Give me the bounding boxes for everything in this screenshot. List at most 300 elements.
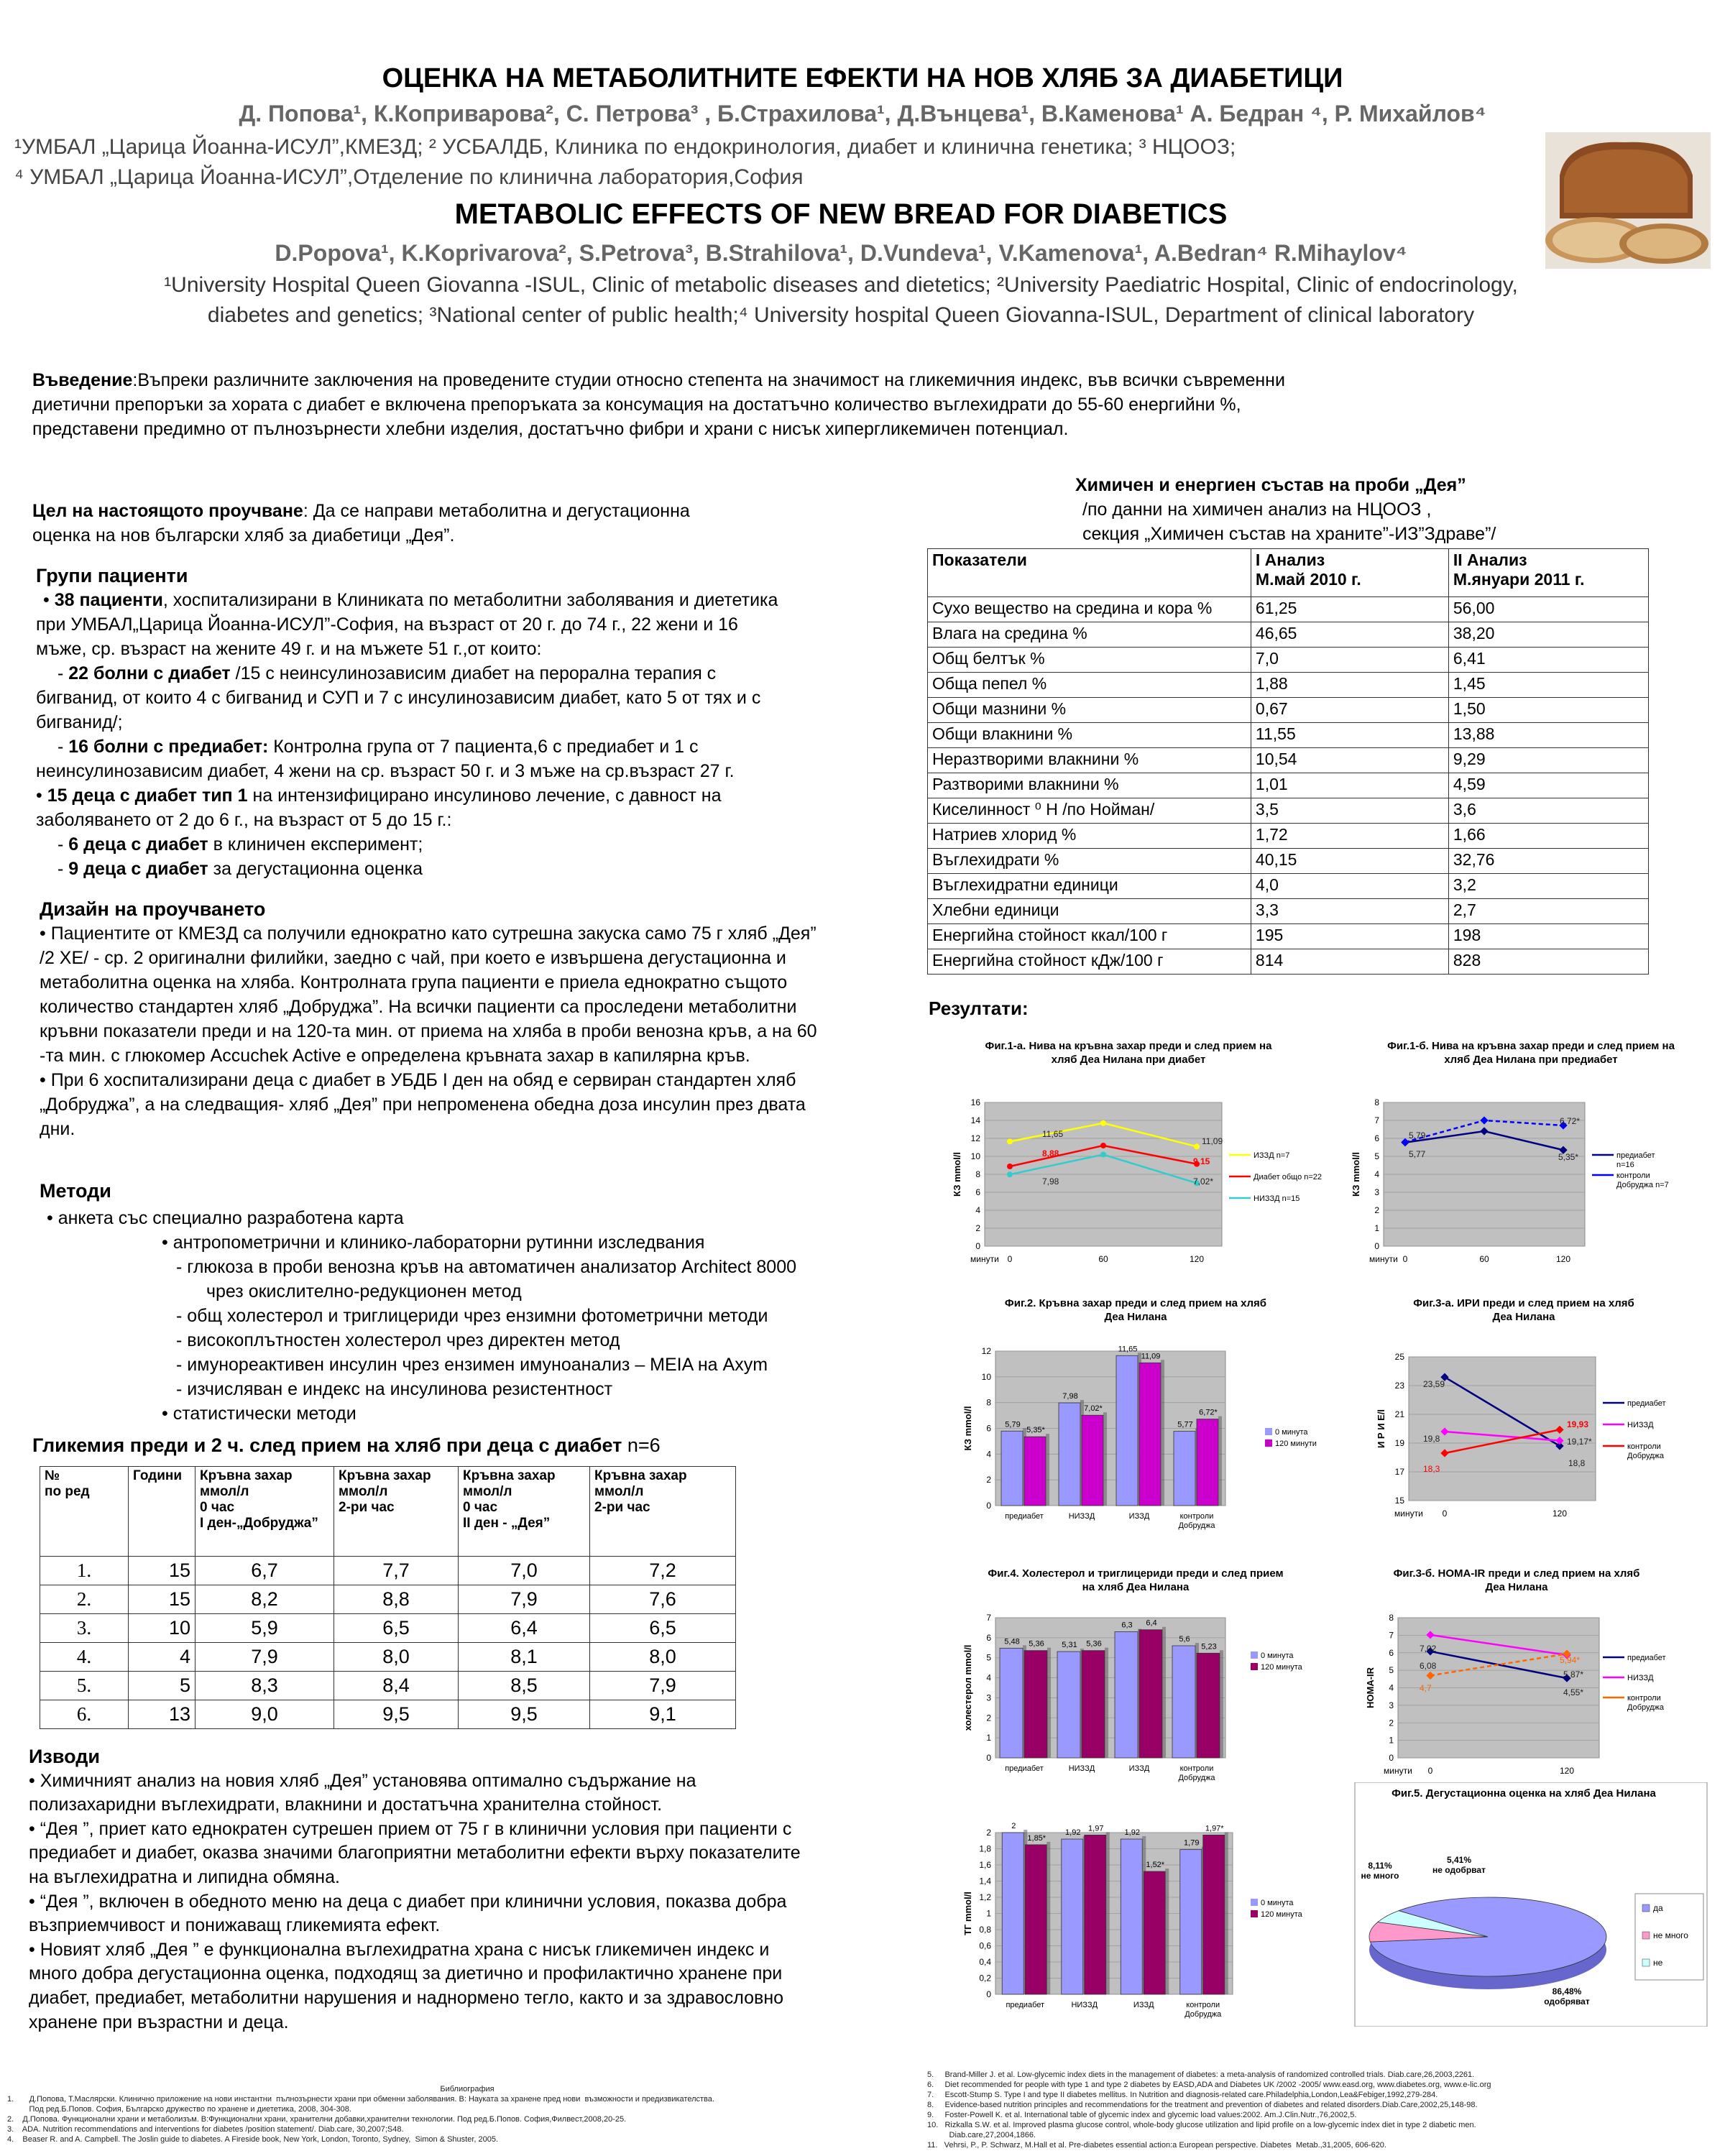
authors-bg: Д. Попова¹, К.Коприварова², С. Петрова³ , Б.Страхилова¹, Д.Вънцева¹, В.Каменова¹ А. Бедран ⁴, Р. Михайлов⁴ <box>239 101 1486 126</box>
glycemia-row <box>40 1557 736 1585</box>
glycemia-cell: 7,0 <box>459 1557 590 1585</box>
data-point <box>1194 1143 1200 1149</box>
legend-entry: 120 минута <box>1261 1663 1302 1672</box>
glycemia-cell: 6. <box>40 1700 129 1729</box>
aim-text: : Да се направи метаболитна и дегустационна <box>303 501 690 521</box>
category-label: ИЗЗД <box>1128 1764 1150 1773</box>
chem-cell: Общ белтък % <box>928 648 1251 673</box>
category-label: НИЗЗД <box>1068 1764 1095 1773</box>
bar-side <box>1165 1869 1169 1994</box>
bar <box>1197 1419 1218 1506</box>
y-axis-label: И Р И Е/l <box>1376 1409 1386 1449</box>
glycemia-header-cell: Кръвна захар ммол/л 2-ри час <box>334 1467 459 1557</box>
chem-header-row <box>928 549 1649 597</box>
y-tick-label: 1 <box>986 1733 991 1743</box>
data-label: 5,77 <box>1409 1149 1426 1159</box>
chem-cell: Обща пепел % <box>928 673 1251 698</box>
chem-row <box>928 849 1649 874</box>
glycemia-cell: 6,4 <box>459 1614 590 1643</box>
glycemia-cell: 7,2 <box>590 1557 736 1585</box>
data-label: 5,35* <box>1026 1426 1045 1435</box>
methods-line: - имунореактивен инсулин чрез ензимен имуноанализ – MEIA на Axym <box>176 1355 768 1375</box>
chem-cell: Киселинност ⁰ Н /по Нойман/ <box>928 798 1251 824</box>
chem-cell: 3,6 <box>1448 798 1648 824</box>
y-tick-label: 8 <box>1374 1097 1379 1107</box>
y-tick-label: 0 <box>1374 1241 1379 1251</box>
data-point <box>1007 1171 1013 1177</box>
legend-entry: контроли Добруджа n=7 <box>1616 1171 1669 1189</box>
chem-cell: 1,01 <box>1251 773 1448 798</box>
x-tick-label: 120 <box>1189 1254 1205 1264</box>
chem-cell: 11,55 <box>1251 723 1448 748</box>
chart-title: Фиг.1-а. Нива на кръвна захар преди и след прием на хляб Деа Нилана при диабет <box>985 1040 1272 1066</box>
data-label: 11,65 <box>1118 1345 1138 1354</box>
data-label: 6,72* <box>1199 1408 1218 1417</box>
chem-cell: 195 <box>1251 924 1448 949</box>
chem-cell: 814 <box>1251 949 1448 975</box>
chem-cell: Въглехидратни единици <box>928 874 1251 899</box>
y-tick-label: 1,8 <box>979 1843 991 1854</box>
chem-header-cell: Показатели <box>928 549 1251 597</box>
y-tick-label: 0,4 <box>979 1957 991 1967</box>
x-tick-label: 120 <box>1559 1766 1575 1776</box>
chem-cell: Енергийна стойност кДж/100 г <box>928 949 1251 975</box>
glycemia-header-cell: № по ред <box>40 1467 129 1557</box>
chem-cell: 38,20 <box>1448 622 1648 648</box>
fig-tg <box>942 1811 1330 2027</box>
category-label: контроли Добруджа <box>1184 2001 1222 2019</box>
groups-line: - 22 болни с диабет /15 с неинсулинозависим диабет на перорална терапия с <box>58 663 717 683</box>
glycemia-cell: 8,0 <box>590 1643 736 1672</box>
data-point <box>1007 1138 1013 1144</box>
chart-title: Фиг.3-а. ИРИ преди и след прием на хляб Деа Нилана <box>1413 1297 1634 1323</box>
chem-cell: 1,66 <box>1448 824 1648 849</box>
reference-line: 2. Д.Попова. Функционални храни и метаболизъм. В:Функционални храни, хранителни добавки,хранителни технологии. Под ред.Б.Попов. София,Филвест,2008,20-25. <box>7 2115 627 2124</box>
groups-line: при УМБАЛ„Царица Йоанна-ИСУЛ”-София, на възраст от 20 г. до 74 г., 22 жени и 16 <box>36 614 738 635</box>
bar <box>1116 1355 1138 1506</box>
conclusions-line: много добра дегустационна оценка, подходящ за диетично и профилактично хранене при <box>29 1963 783 1984</box>
legend-entry: 0 минута <box>1275 1428 1308 1437</box>
x-axis-label: минути <box>1369 1254 1398 1264</box>
chem-cell: 61,25 <box>1251 597 1448 622</box>
legend-swatch <box>1251 1663 1258 1670</box>
data-label: 5,87* <box>1563 1669 1584 1680</box>
y-tick-label: 3 <box>986 1692 991 1703</box>
results-label: Резултати: <box>929 998 1029 1019</box>
data-label: 2 <box>1011 1822 1016 1830</box>
y-tick-label: 1,2 <box>979 1892 991 1902</box>
y-tick-label: 7 <box>1374 1115 1379 1125</box>
legend-entry: НИЗЗД n=15 <box>1254 1194 1300 1203</box>
chem-table <box>927 548 1649 975</box>
chart-title: Фиг.1-б. Нива на кръвна захар преди и след прием на хляб Деа Нилана при предиабет <box>1387 1040 1675 1066</box>
reference-line: Под ред.Б.Попов. София, Българско дружество по хранене и диететика, 2008, 304-308. <box>7 2105 351 2114</box>
bar-side <box>1106 1832 1110 1994</box>
chem-header-cell: II Анализ М.януари 2011 г. <box>1448 549 1648 597</box>
chem-row <box>928 723 1649 748</box>
chem-cell: 1,88 <box>1251 673 1448 698</box>
category-label: НИЗЗД <box>1068 1512 1095 1521</box>
methods-line: • анкета със специално разработена карта <box>47 1208 404 1228</box>
legend-swatch <box>1642 1959 1650 1966</box>
methods-line: - изчисляван е индекс на инсулинова резистентност <box>176 1379 613 1399</box>
reference-line: 1. Д.Попова, Т.Маслярски. Клинично приложение на нови инстантни пълнозърнести храни при обменни заболявания. В: Науката за хранене пред нови възможности и предизвикателства. <box>7 2095 714 2104</box>
category-label: предиабет <box>1006 2001 1045 2009</box>
data-point <box>1100 1120 1106 1126</box>
chem-cell: Натриев хлорид % <box>928 824 1251 849</box>
bar <box>1172 1646 1195 1758</box>
data-label: 18,8 <box>1568 1458 1586 1468</box>
bar-side <box>1220 1650 1223 1758</box>
legend-entry: НИЗЗД <box>1627 1421 1654 1429</box>
chem-cell: Неразтворими влакнини % <box>928 748 1251 773</box>
data-label: 7,02* <box>1193 1176 1214 1187</box>
data-label: 5,36 <box>1086 1639 1102 1649</box>
data-label: 11,09 <box>1202 1136 1223 1146</box>
chem-row <box>928 773 1649 798</box>
y-tick-label: 2 <box>1389 1718 1394 1728</box>
chart-title: Фиг.3-б. HOMA-IR преди и след прием на хляб Деа Нилана <box>1393 1567 1640 1593</box>
groups-line: • 15 деца с диабет тип 1 на интензифицирано инсулиново лечение, с давност на <box>36 786 722 806</box>
fig-5 <box>1351 1782 1711 2027</box>
glycemia-row <box>40 1700 736 1729</box>
methods-line: чрез окислително-редукционен метод <box>206 1281 522 1302</box>
y-tick-label: 1 <box>1374 1223 1379 1233</box>
data-label: 6,08 <box>1420 1661 1437 1671</box>
glycemia-row <box>40 1585 736 1614</box>
reference-line: 3. ADA. Nutrition recommendations and interventions for diabetes /position statement/. Diab.care, 30,2007;S48. <box>7 2125 404 2134</box>
methods-heading: Методи <box>40 1180 111 1202</box>
glycemia-header-cell: Кръвна захар ммол/л 0 час II ден - „Дея” <box>459 1467 590 1557</box>
legend-entry: предиабет <box>1627 1654 1666 1662</box>
data-label: 5,6 <box>1179 1635 1190 1644</box>
x-axis-label: минути <box>1384 1766 1412 1776</box>
glycemia-cell: 5 <box>129 1672 196 1700</box>
chart-title: Фиг.2. Кръвна захар преди и след прием на хляб Деа Нилана <box>1004 1297 1267 1323</box>
legend-entry: контроли Добруджа <box>1627 1694 1665 1712</box>
glycemia-cell: 15 <box>129 1557 196 1585</box>
x-tick-label: 0 <box>1007 1254 1013 1264</box>
glycemia-cell: 8,4 <box>334 1672 459 1700</box>
chem-row <box>928 648 1649 673</box>
affiliation-en-1: ¹University Hospital Queen Giovanna -ISUL, Clinic of metabolic diseases and dietetics; ²University Paediatric Hospital, Clinic of endocrinology, <box>164 273 1518 297</box>
reference-line: 7. Escott-Stump S. Type I and type II diabetes mellitus. In Nutrition and diagnosis-related care.Philadelphia,London,Lea&Febiger,1992,279-284. <box>927 2091 1438 2099</box>
y-tick-label: 19 <box>1394 1438 1404 1448</box>
y-tick-label: 2 <box>975 1223 980 1233</box>
category-label: предиабет <box>1005 1764 1044 1773</box>
legend-swatch <box>1251 1910 1258 1917</box>
glycemia-cell: 2. <box>40 1585 129 1614</box>
y-tick-label: 3 <box>1389 1700 1394 1710</box>
data-label: 1,79 <box>1184 1838 1200 1848</box>
references-left <box>7 2084 927 2145</box>
glycemia-cell: 8,8 <box>334 1585 459 1614</box>
data-label: 8,88 <box>1042 1148 1059 1158</box>
chem-title: Химичен и енергиен състав на проби „Дея” /по данни на химичен анализ на НЦООЗ , секция „Химичен състав на храните”-ИЗ”Здраве”/ <box>1075 475 1496 544</box>
data-label: 19,93 <box>1567 1419 1589 1429</box>
bar <box>1059 1403 1080 1506</box>
y-tick-label: 10 <box>970 1151 980 1161</box>
chem-row <box>928 622 1649 648</box>
data-label: 8,11% не много <box>1361 1861 1399 1881</box>
bar <box>1174 1432 1195 1506</box>
bar <box>1115 1632 1138 1759</box>
intro-line-2: диетични препоръки за хората с диабет е включена препоръката за консумация на достатъчно количество въглехидрати до 55-60 енергийни %, <box>32 395 1241 415</box>
chem-row <box>928 798 1649 824</box>
y-axis-label: ТГ mmol/l <box>962 1892 973 1935</box>
glycemia-cell: 7,6 <box>590 1585 736 1614</box>
chem-row <box>928 748 1649 773</box>
glycemia-heading: Гликемия преди и 2 ч. след прием на хляб при деца с диабет n=6 <box>32 1434 661 1456</box>
legend-swatch <box>1265 1428 1272 1435</box>
bar-side <box>1103 1412 1107 1506</box>
fig-4 <box>942 1564 1337 1787</box>
chem-cell: Общи влакнини % <box>928 723 1251 748</box>
y-tick-label: 1 <box>986 1908 991 1919</box>
bar-side <box>1047 1648 1051 1758</box>
aim-line-2: оценка на нов български хляб за диабетици „Дея”. <box>32 525 455 545</box>
groups-heading: Групи пациенти <box>36 565 188 586</box>
bar-side <box>1225 1832 1228 1994</box>
design-line: количество стандартен хляб „Добруджа”. На всички пациенти са проследени метаболитни <box>40 997 797 1017</box>
glycemia-cell: 6,5 <box>334 1614 459 1643</box>
data-label: 5,94* <box>1560 1655 1581 1665</box>
y-tick-label: 8 <box>1389 1613 1394 1623</box>
title-en: METABOLIC EFFECTS OF NEW BREAD FOR DIABETICS <box>454 198 1228 230</box>
y-tick-label: 25 <box>1394 1352 1404 1362</box>
fig-1a <box>934 1036 1322 1273</box>
reference-line: 9. Foster-Powell K. et al. International table of glycemic index and glycemic load values:2002. Am.J.Clin.Nutr.,76,2002,5. <box>927 2111 1357 2119</box>
y-tick-label: 4 <box>1389 1682 1394 1693</box>
glycemia-header-cell: Кръвна захар ммол/л 0 час I ден-„Добруджа” <box>196 1467 334 1557</box>
legend-entry: НИЗЗД <box>1627 1674 1654 1682</box>
data-label: 11,09 <box>1141 1352 1161 1361</box>
data-label: 18,3 <box>1423 1464 1440 1474</box>
chem-header-cell: I Анализ М.май 2010 г. <box>1251 549 1448 597</box>
legend-entry: да <box>1653 1903 1663 1913</box>
y-tick-label: 21 <box>1394 1409 1404 1419</box>
bar-side <box>1161 1360 1164 1506</box>
data-label: 5,35* <box>1558 1152 1579 1162</box>
references-title: Библиография <box>440 2085 494 2093</box>
reference-line: 8. Evidence-based nutrition principles and recommendations for the treatment and prevention of diabetes and related disorders.Diab.Care,2002,25,148-98. <box>927 2101 1478 2109</box>
design-line: „Добруджа”, а на следващия- хляб „Дея” при непроменена обедна доза инсулин през двата <box>40 1095 806 1115</box>
bar-side <box>1046 1434 1049 1506</box>
legend-entry: 120 минути <box>1275 1439 1317 1448</box>
methods-line: • статистически методи <box>162 1404 356 1424</box>
intro-line-3: представени предимно от пълнозърнести хлебни изделия, достатъчно фибри и храни с нисък хипергликемичен потенциал. <box>32 419 1069 439</box>
glycemia-cell: 7,7 <box>334 1557 459 1585</box>
data-label: 86,48% одобряват <box>1544 1986 1590 2007</box>
design-heading: Дизайн на проучването <box>40 898 266 920</box>
legend-entry: ИЗЗД n=7 <box>1254 1151 1290 1160</box>
methods-line: • антропометрични и клинико-лабораторни рутинни изследвания <box>162 1233 705 1253</box>
bar-side <box>1162 1627 1166 1758</box>
y-tick-label: 4 <box>975 1205 980 1215</box>
design-line: кръвни показатели преди и на 120-та мин. от приема на хляба в проби венозна кръв, а на 60 <box>40 1021 817 1041</box>
aim-section <box>32 499 916 548</box>
glycemia-row <box>40 1643 736 1672</box>
y-tick-label: 6 <box>1389 1647 1394 1658</box>
y-tick-label: 6 <box>986 1632 991 1643</box>
x-tick-label: 120 <box>1552 1508 1568 1519</box>
methods-line: - високоплътностен холестерол чрез директен метод <box>176 1330 620 1350</box>
y-tick-label: 6 <box>1374 1133 1379 1143</box>
data-label: 4,55* <box>1563 1687 1584 1697</box>
bar <box>1062 1839 1083 1994</box>
y-tick-label: 2 <box>1374 1205 1379 1215</box>
glycemia-cell: 9,1 <box>590 1700 736 1729</box>
data-label: 5,48 <box>1004 1637 1020 1646</box>
design-section <box>40 897 931 1141</box>
glycemia-cell: 6,7 <box>196 1557 334 1585</box>
bar <box>1180 1850 1202 1994</box>
y-tick-label: 5 <box>1374 1151 1379 1161</box>
fig-2 <box>942 1294 1330 1538</box>
legend-entry: контроли Добруджа <box>1627 1442 1665 1460</box>
y-axis-label: холестерол mmol/l <box>962 1644 973 1731</box>
y-tick-label: 7 <box>986 1613 991 1623</box>
x-axis-label: минути <box>970 1254 999 1264</box>
y-tick-label: 7 <box>1389 1630 1394 1641</box>
x-tick-label: 120 <box>1555 1254 1571 1264</box>
y-axis-label: КЗ mmol/l <box>952 1151 962 1197</box>
chem-row <box>928 949 1649 975</box>
chem-cell: 2,7 <box>1448 899 1648 924</box>
y-tick-label: 16 <box>970 1097 980 1107</box>
methods-section <box>40 1179 931 1426</box>
groups-line: бигванид, от които 4 с бигванид и СУП и 7 с инсулинозависим диабет, като 5 от тях и с <box>36 688 761 708</box>
design-line: • При 6 хоспитализирани деца с диабет в УБДБ I ден на обяд е сервиран стандартен хляб <box>40 1070 796 1090</box>
glycemia-cell: 6,5 <box>590 1614 736 1643</box>
chem-row <box>928 874 1649 899</box>
legend-entry: 0 минута <box>1261 1899 1294 1907</box>
legend-entry: предиабет n=16 <box>1616 1151 1655 1169</box>
data-label: 23,59 <box>1423 1379 1445 1389</box>
glycemia-cell: 5. <box>40 1672 129 1700</box>
glycemia-cell: 9,0 <box>196 1700 334 1729</box>
glycemia-cell: 1. <box>40 1557 129 1585</box>
chem-row <box>928 698 1649 723</box>
data-label: 7,98 <box>1042 1176 1059 1187</box>
affiliation-bg-2: ⁴ УМБАЛ „Царица Йоанна-ИСУЛ”,Отделение по клинична лаборатория,София <box>14 165 804 189</box>
y-tick-label: 4 <box>1374 1169 1379 1179</box>
bar <box>1144 1871 1165 1994</box>
data-label: 4,7 <box>1420 1683 1432 1693</box>
y-tick-label: 2 <box>986 1713 991 1723</box>
x-tick-label: 60 <box>1098 1254 1108 1264</box>
legend-entry: не <box>1653 1958 1663 1968</box>
glycemia-cell: 8,3 <box>196 1672 334 1700</box>
y-tick-label: 6 <box>975 1187 980 1197</box>
chem-row <box>928 899 1649 924</box>
y-tick-label: 12 <box>981 1346 991 1356</box>
chem-cell: 13,88 <box>1448 723 1648 748</box>
fig-3a <box>1351 1294 1711 1531</box>
chem-cell: 3,2 <box>1448 874 1648 899</box>
chem-cell: 198 <box>1448 924 1648 949</box>
intro-text: :Въпреки различните заключения на проведените студии относно степента на значимост на гликемичния индекс, във всички съвременни <box>132 370 1285 390</box>
legend-entry: предиабет <box>1627 1399 1666 1408</box>
bar-side <box>1046 1842 1050 1994</box>
chem-cell: Разтворими влакнини % <box>928 773 1251 798</box>
chem-cell: 4,0 <box>1251 874 1448 899</box>
reference-line: 4. Beaser R. and A. Campbell. The Joslin guide to diabetes. A Fireside book, New York, London, Toronto, Sydney, Simon & Shuster, 2005. <box>7 2135 499 2144</box>
data-label: 5,77 <box>1177 1420 1193 1429</box>
chem-cell: Въглехидрати % <box>928 849 1251 874</box>
glycemia-cell: 4 <box>129 1643 196 1672</box>
glycemia-cell: 13 <box>129 1700 196 1729</box>
groups-line: - 9 деца с диабет за дегустационна оценка <box>58 859 423 879</box>
glycemia-cell: 9,5 <box>459 1700 590 1729</box>
intro-section <box>32 368 1700 441</box>
y-axis-label: НОМА-IR <box>1365 1667 1376 1709</box>
y-tick-label: 3 <box>1374 1187 1379 1197</box>
y-tick-label: 23 <box>1394 1381 1404 1391</box>
conclusions-line: на въглехидратна и липидна обмяна. <box>29 1866 340 1887</box>
groups-line: заболяването от 2 до 6 г., на възраст от 5 до 15 г.: <box>36 810 452 830</box>
chem-row <box>928 597 1649 622</box>
glycemia-cell: 8,5 <box>459 1672 590 1700</box>
glycemia-cell: 10 <box>129 1614 196 1643</box>
chem-cell: 828 <box>1448 949 1648 975</box>
conclusions-line: • Новият хляб „Дея ” е функционална въглехидратна храна с нисък гликемичен индекс и <box>29 1939 770 1960</box>
groups-line: бигванид/; <box>36 712 123 732</box>
bar <box>1197 1653 1220 1758</box>
conclusions-section <box>29 1745 927 2035</box>
y-tick-label: 6 <box>986 1423 991 1434</box>
y-tick-label: 8 <box>986 1397 991 1408</box>
data-label: 5,23 <box>1201 1642 1217 1651</box>
bar <box>1000 1648 1023 1758</box>
conclusions-line: • “Дея ”, включен в обедното меню на деца с диабет при клинични условия, показва добра <box>29 1891 787 1912</box>
conclusions-line: • “Дея ”, приет като еднократен сутрешен прием от 75 г в клинични условия при пациенти с <box>29 1818 792 1839</box>
bar <box>1139 1630 1162 1758</box>
bar <box>1057 1651 1080 1758</box>
category-label: контроли Добруджа <box>1178 1764 1215 1782</box>
category-label: предиабет <box>1005 1512 1044 1521</box>
groups-line: • 38 пациенти, хоспитализирани в Клиниката по метаболитни заболявания и диететика <box>43 590 778 610</box>
glycemia-cell: 7,9 <box>459 1585 590 1614</box>
authors-en: D.Popova¹, K.Koprivarova², S.Petrova³, B.Strahilova¹, D.Vundeva¹, V.Kamenova¹, A.Bedran⁴ R.Mihaylov⁴ <box>275 240 1407 266</box>
data-point <box>1100 1143 1106 1148</box>
data-label: 5,79 <box>1409 1130 1426 1141</box>
chem-cell: 46,65 <box>1251 622 1448 648</box>
category-label: НИЗЗД <box>1071 2001 1098 2009</box>
chem-cell: Енергийна стойност ккал/100 г <box>928 924 1251 949</box>
legend-swatch <box>1251 1899 1258 1906</box>
bar-side <box>1218 1416 1222 1506</box>
data-label: 7,02* <box>1084 1404 1103 1414</box>
category-label: ИЗЗД <box>1133 2001 1154 2009</box>
chem-cell: 1,50 <box>1448 698 1648 723</box>
chem-cell: Общи мазнини % <box>928 698 1251 723</box>
title-bg: ОЦЕНКА НА МЕТАБОЛИТНИТЕ ЕФЕКТИ НА НОВ ХЛЯБ ЗА ДИАБЕТИЦИ <box>382 63 1343 93</box>
x-tick-label: 60 <box>1479 1254 1489 1264</box>
reference-line: 11. Vehrsi, P., P. Schwarz, M.Hall et al. Pre-diabetes essential action:a European perspective. Diabetes Metab.,31,2005, 606-620. <box>927 2141 1386 2150</box>
chem-cell: Сухо вещество на средина и кора % <box>928 597 1251 622</box>
bar <box>1025 1845 1046 1994</box>
legend-swatch <box>1642 1904 1650 1912</box>
chem-cell: 1,45 <box>1448 673 1648 698</box>
data-label: 5,31 <box>1062 1641 1077 1650</box>
y-tick-label: 0 <box>986 1753 991 1763</box>
glycemia-header-cell: Кръвна захар ммол/л 2-ри час <box>590 1467 736 1557</box>
chart-title: Фиг.5. Дегустационна оценка на хляб Деа Нилана <box>1392 1787 1656 1800</box>
y-tick-label: 0,6 <box>979 1940 991 1951</box>
x-tick-label: 0 <box>1427 1766 1433 1776</box>
glycemia-cell: 15 <box>129 1585 196 1614</box>
